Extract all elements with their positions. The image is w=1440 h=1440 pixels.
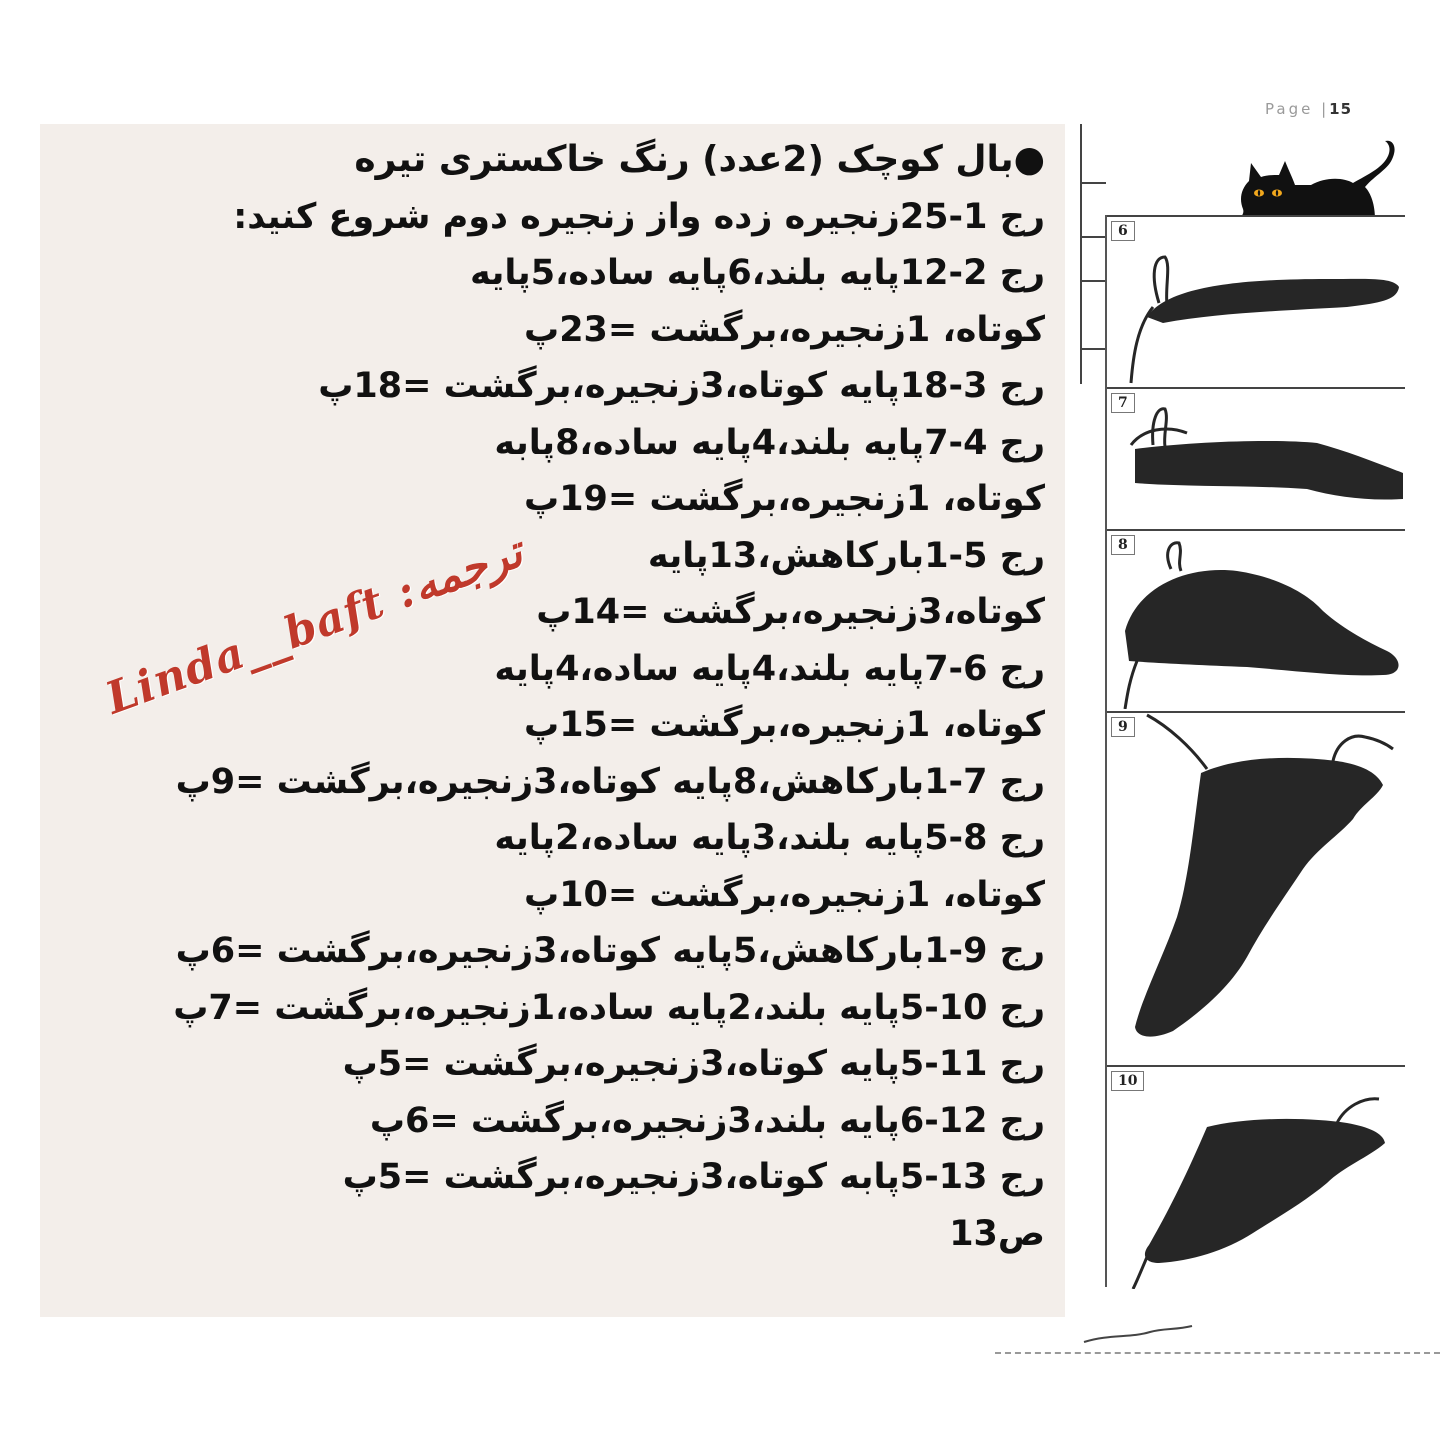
pattern-line: رج 12-6پایه بلند،3زنجیره،برگشت =6پ <box>369 1100 1045 1141</box>
pattern-line: رج 8-5پایه بلند،3پایه ساده،2پایه <box>494 818 1045 858</box>
step-number: 7 <box>1111 393 1135 413</box>
tick-mark <box>1082 348 1106 350</box>
dashed-divider <box>995 1352 1440 1354</box>
pattern-line: رج 6-7پایه بلند،4پایه ساده،4پایه <box>494 648 1045 689</box>
page-header <box>1265 100 1352 118</box>
pattern-line: رج 7-1بارکاهش،8پایه کوتاه،3زنجیره،برگشت =9پ <box>175 761 1045 802</box>
pattern-line: رج 11-5پایه کوتاه،3زنجیره،برگشت =5پ <box>342 1044 1045 1084</box>
page-number: 15 <box>1329 100 1353 118</box>
pattern-line: رج 4-7پایه بلند،4پایه ساده،8پابه <box>494 422 1045 463</box>
page-separator: | <box>1321 100 1330 118</box>
pattern-line: رج 1-25زنجیره زده واز زنجیره دوم شروع کنید: <box>233 196 1045 237</box>
step-photos <box>1105 215 1407 1287</box>
wing-piece-step-6 <box>1107 217 1405 385</box>
pattern-line: کوتاه، 1زنجیره،برگشت =23پ <box>524 309 1045 350</box>
tick-mark <box>1082 236 1106 238</box>
step-photo-7 <box>1107 387 1405 527</box>
step-number: 6 <box>1111 221 1135 241</box>
pattern-line: رج 10-5پایه بلند،2پایه ساده،1زنجیره،برگشت =7پ <box>173 987 1045 1028</box>
step-photo-6 <box>1107 215 1405 385</box>
pattern-line: رج 2-12پایه بلند،6پایه ساده،5پایه <box>470 253 1045 293</box>
pattern-text <box>45 132 1045 1262</box>
translator-watermark: Linda__baft :ترجمه <box>99 526 530 725</box>
pattern-line: رج 13-5پابه کوتاه،3زنجیره،برگشت =5پ <box>342 1157 1045 1197</box>
pattern-line: کوتاه،3زنجیره،برگشت =14پ <box>536 592 1045 632</box>
pattern-line: کوتاه، 1زنجیره،برگشت =19پ <box>524 479 1045 519</box>
step-number: 8 <box>1111 535 1135 555</box>
step-number: 9 <box>1111 717 1135 737</box>
pattern-line: رج 3-18پایه کوتاه،3زنجیره،برگشت =18پ <box>318 366 1045 406</box>
tick-mark <box>1082 280 1106 282</box>
step-number: 10 <box>1111 1071 1144 1091</box>
wing-piece-step-9 <box>1107 713 1405 1063</box>
page-reference: ص13 <box>949 1213 1045 1254</box>
step-photo-8 <box>1107 529 1405 709</box>
step-photo-9 <box>1107 711 1405 1063</box>
step-photo-10 <box>1107 1065 1405 1289</box>
page-word: Page <box>1265 100 1314 118</box>
wing-piece-step-10 <box>1107 1067 1405 1289</box>
pattern-line: کوتاه، 1زنجیره،برگشت =10پ <box>524 874 1045 915</box>
black-cat-icon <box>1225 135 1405 225</box>
pen-scribble-mark <box>1080 1320 1200 1350</box>
pattern-line: کوتاه، 1زنجیره،برگشت =15پ <box>524 705 1045 745</box>
pattern-title: ●بال کوچک (2عدد) رنگ خاکستری تیره <box>354 139 1045 180</box>
wing-piece-step-7 <box>1107 389 1405 527</box>
pattern-line: رج 9-1بارکاهش،5پایه کوتاه،3زنجیره،برگشت =6پ <box>175 931 1045 971</box>
wing-piece-step-8 <box>1107 531 1405 709</box>
tick-mark <box>1082 182 1106 184</box>
pattern-line: رج 5-1بارکاهش،13پایه <box>647 535 1045 576</box>
